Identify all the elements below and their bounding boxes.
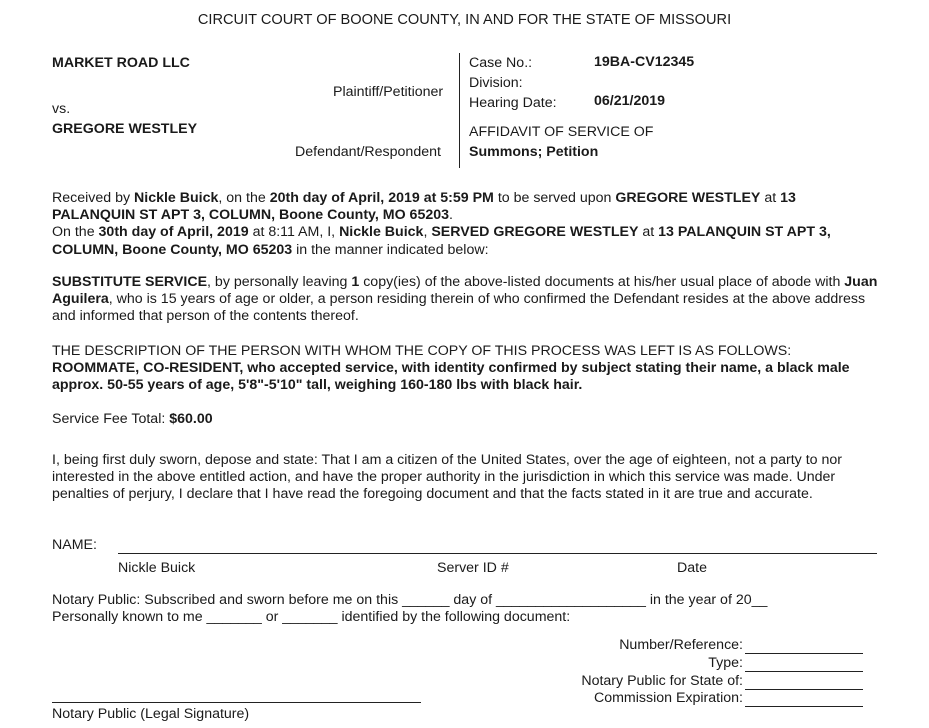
received-date: 20th day of April, 2019 at 5:59 PM <box>269 190 494 206</box>
service-method: SUBSTITUTE SERVICE <box>52 274 208 290</box>
served-statement: SERVED GREGORE WESTLEY <box>431 224 639 241</box>
served-date: 30th day of April, 2019 <box>98 224 249 241</box>
name-label: NAME: <box>52 537 97 553</box>
notary-state-line <box>745 689 863 690</box>
served-address: 13 PALANQUIN ST APT 3, COLUMN, Boone County, MO 65203 <box>52 224 831 258</box>
service-address: 13 PALANQUIN ST APT 3, COLUMN, Boone County, MO 65203 <box>52 190 796 224</box>
plaintiff-name: MARKET ROAD LLC <box>52 55 190 71</box>
number-reference-line <box>745 653 863 654</box>
notary-legal-signature-label: Notary Public (Legal Signature) <box>52 706 250 722</box>
affidavit-title: AFFIDAVIT OF SERVICE OF <box>469 124 654 140</box>
notary-line-2: Personally known to me _______ or _______ identified by the following document: <box>52 609 571 625</box>
server-id-label: Server ID # <box>437 560 509 576</box>
description-heading: THE DESCRIPTION OF THE PERSON WITH WHOM THE COPY OF THIS PROCESS WAS LEFT IS AS FOLLOWS: <box>52 343 792 359</box>
server-printed-name: Nickle Buick <box>118 560 196 576</box>
received-paragraph: Received by Nickle Buick, on the 20th day of April, 2019 at 5:59 PM to be served upon GREGORE WESTLEY at 13 PALANQUIN ST APT 3, COLUMN, Boone County, MO 65203. On the 30th day of April, 2019 at 8:11 AM, I, Nickle Buick, SERVED GREGORE WESTLEY at 13 PALANQUIN ST APT 3, COLUMN, Boone County, MO 65203 in the manner indicated below: <box>52 190 831 258</box>
type-line <box>745 671 863 672</box>
commission-expiration-label: Commission Expiration: <box>593 690 743 706</box>
service-paragraph: SUBSTITUTE SERVICE, by personally leaving 1 copy(ies) of the above-listed documents at his/her usual place of abode with Juan Aguilera, who is 15 years of age or older, a person residing therein of who confirmed the Defendant resides at the above address and informed that person of the contents thereof. <box>52 274 878 325</box>
notary-signature-line <box>52 702 421 703</box>
commission-expiration-line <box>745 706 863 707</box>
defendant-role: Defendant/Respondent <box>295 144 441 160</box>
notary-line-1: Notary Public: Subscribed and sworn before me on this ______ day of ___________________ in the year of 20__ <box>52 592 768 608</box>
service-fee: Service Fee Total: $60.00 <box>52 411 213 427</box>
case-no-label: Case No.: <box>469 55 533 71</box>
notary-state-label: Notary Public for State of: <box>581 673 743 689</box>
server-name-2: Nickle Buick <box>339 224 424 241</box>
description-paragraph <box>52 343 882 395</box>
server-name: Nickle Buick <box>134 190 219 206</box>
copies-count: 1 <box>351 274 360 290</box>
division-label: Division: <box>469 75 523 91</box>
fee-amount: $60.00 <box>169 411 213 427</box>
date-label: Date <box>677 560 707 576</box>
versus-label: vs. <box>52 101 71 117</box>
signature-line <box>118 553 877 554</box>
type-label: Type: <box>708 655 743 671</box>
hearing-date-value: 06/21/2019 <box>594 93 666 109</box>
description-details: ROOMMATE, CO-RESIDENT, who accepted service, with identity confirmed by subject stating their name, a black male approx. 50-55 years of age, 5'8"-5'10" tall, weighing 160-180 lbs with black hair. <box>52 360 850 394</box>
defendant-name: GREGORE WESTLEY <box>52 121 198 137</box>
documents-served: Summons; Petition <box>469 144 599 160</box>
oath-paragraph: I, being first duly sworn, depose and state: That I am a citizen of the United States, over the age of eighteen, not a party to nor interested in the above entitled action, and have the proper authority in the jurisdiction in which this service was made. Under penalties of perjury, I declare that I have read the foregoing document and that the facts stated in it are true and accurate. <box>52 452 842 503</box>
court-title: CIRCUIT COURT OF BOONE COUNTY, IN AND FOR THE STATE OF MISSOURI <box>197 12 732 28</box>
plaintiff-role: Plaintiff/Petitioner <box>333 84 444 100</box>
number-reference-label: Number/Reference: <box>619 637 743 653</box>
case-no-value: 19BA-CV12345 <box>594 54 695 70</box>
recipient-name: Juan Aguilera <box>52 274 878 308</box>
hearing-date-label: Hearing Date: <box>469 95 557 111</box>
caption-divider <box>459 53 460 168</box>
defendant-ref: GREGORE WESTLEY <box>615 190 761 206</box>
